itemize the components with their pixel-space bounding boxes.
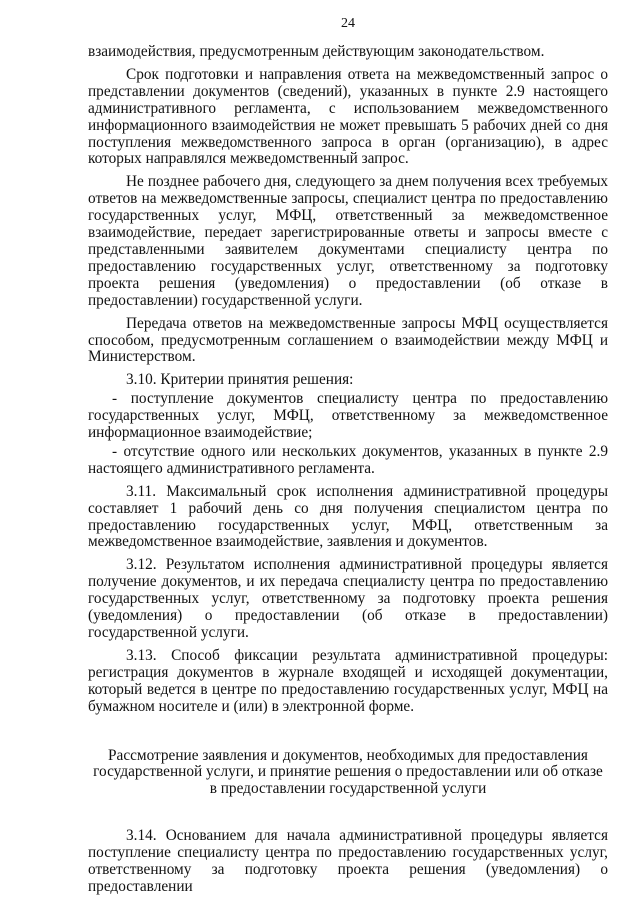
paragraph-response-deadline: Срок подготовки и направления ответа на межведомственный запрос о представлении документов (сведений), указанных в пункте 2.9 настоящего административного регламента, с использованием межведомственного информационного взаимодействия не может превышать 5 рабочих дней со дня поступления межведомственного запроса в орган (организацию), в адрес которых направлялся межведомственный запрос.	[88, 65, 608, 168]
document-body	[88, 44, 608, 896]
paragraph-3-11: 3.11. Максимальный срок исполнения административной процедуры составляет 1 рабочий день со дня получения специалистом центра по предоставлению государственных услуг, МФЦ, ответственным за межведомственное взаимодействие, заявления и документов.	[88, 482, 608, 551]
paragraph-3-14: 3.14. Основанием для начала административной процедуры является поступление специалисту центра по предоставлению государственных услуг, ответственному за подготовку проекта решения (уведомления) о предоставлении	[88, 827, 608, 895]
paragraph-transfer-responses: Не позднее рабочего дня, следующего за днем получения всех требуемых ответов на межведомственные запросы, специалист центра по предоставлению государственных услуг, МФЦ, ответственный за межведомственное взаимодействие, передает зарегистрированные ответы и запросы вместе с представленными заявителем документами специалисту центра по предоставлению государственных услуг, ответственному за подготовку проекта решения (уведомления) о предоставлении (об отказе в предоставлении) государственной услуги.	[88, 173, 608, 309]
paragraph-3-12: 3.12. Результатом исполнения административной процедуры является получение документов, и их передача специалисту центра по предоставлению государственных услуг, ответственному за подготовку проекта решения (уведомления) о предоставлении (об отказе в предоставлении) государственной услуги.	[88, 556, 608, 641]
section-heading: Рассмотрение заявления и документов, необходимых для предоставления государственной услуги, и принятие решения о предоставлении или об отказе в предоставлении государственной услуги	[93, 746, 603, 798]
paragraph-3-10: 3.10. Критерии принятия решения:	[126, 371, 354, 389]
page-number: 24	[341, 16, 355, 31]
document-page	[88, 0, 608, 905]
paragraph-continuation: взаимодействия, предусмотренным действующим законодательством.	[88, 43, 545, 60]
paragraph-mfc-transfer: Передача ответов на межведомственные запросы МФЦ осуществляется способом, предусмотренным соглашением о взаимодействии между МФЦ и Министерством.	[88, 314, 608, 366]
paragraph-3-13: 3.13. Способ фиксации результата административной процедуры: регистрация документов в журнале входящей и исходящей документации, который ведется в центре по предоставлению государственных услуг, МФЦ на бумажном носителе и (или) в электронной форме.	[88, 646, 608, 715]
criteria-item-1: - поступление документов специалисту центра по предоставлению государственных услуг, МФЦ, ответственному за межведомственное информационное взаимодействие;	[88, 390, 608, 442]
criteria-item-2: - отсутствие одного или нескольких документов, указанных в пункте 2.9 настоящего административного регламента.	[88, 442, 608, 477]
